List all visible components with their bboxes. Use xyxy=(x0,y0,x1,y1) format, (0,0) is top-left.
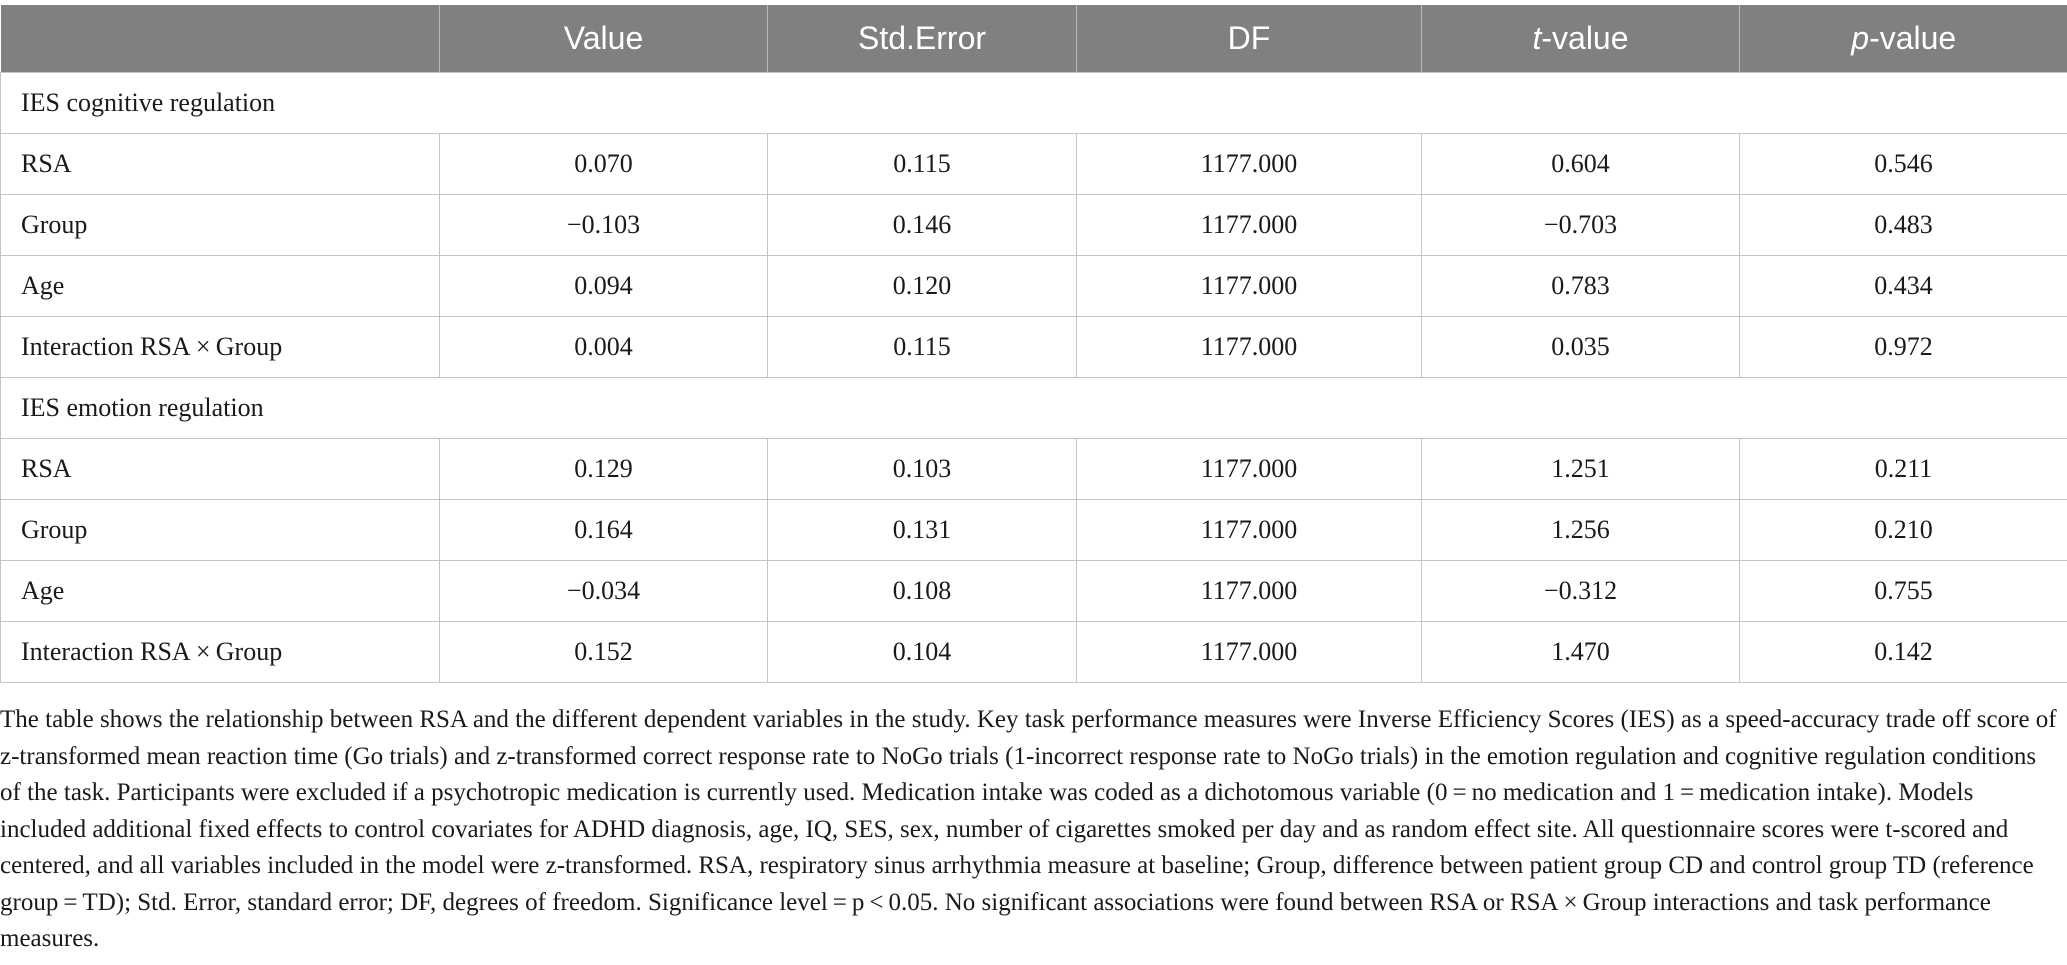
table-row xyxy=(1,561,2067,622)
cell-p-value: 0.972 xyxy=(1740,317,2067,378)
cell-value: −0.103 xyxy=(440,195,768,256)
table-footnote: The table shows the relationship between RSA and the different dependent variables in the study. Key task performance measures were Inverse Efficiency Scores (IES) as a speed-accuracy trade off score of z-transformed mean reaction time (Go trials) and z-transformed correct response rate to NoGo trials (1-incorrect response rate to NoGo trials) in the emotion regulation and cognitive regulation conditions of the task. Participants were excluded if a psychotropic medication is currently used. Medication intake was coded as a dichotomous variable (0 = no medication and 1 = medication intake). Models included additional fixed effects to control covariates for ADHD diagnosis, age, IQ, SES, sex, number of cigarettes smoked per day and as random effect site. All questionnaire scores were t-scored and centered, and all variables included in the model were z-transformed. RSA, respiratory sinus arrhythmia measure at baseline; Group, difference between patient group CD and control group TD (reference group = TD); Std. Error, standard error; DF, degrees of freedom. Significance level = p < 0.05. No significant associations were found between RSA or RSA × Group interactions and task performance measures. xyxy=(0,706,2057,952)
row-label: Age xyxy=(1,561,440,622)
table-row xyxy=(1,195,2067,256)
cell-std-error: 0.103 xyxy=(768,439,1077,500)
cell-std-error: 0.108 xyxy=(768,561,1077,622)
cell-p-value: 0.546 xyxy=(1740,134,2067,195)
table-row xyxy=(1,500,2067,561)
section-row-cognitive xyxy=(1,73,2067,134)
cell-std-error: 0.115 xyxy=(768,134,1077,195)
cell-std-error: 0.115 xyxy=(768,317,1077,378)
cell-p-value: 0.211 xyxy=(1740,439,2067,500)
cell-p-value: 0.483 xyxy=(1740,195,2067,256)
table-body xyxy=(1,73,2067,683)
cell-df: 1177.000 xyxy=(1077,439,1422,500)
cell-value: 0.070 xyxy=(440,134,768,195)
cell-t-value: 0.604 xyxy=(1422,134,1740,195)
cell-df: 1177.000 xyxy=(1077,317,1422,378)
cell-t-value: 1.251 xyxy=(1422,439,1740,500)
cell-p-value: 0.434 xyxy=(1740,256,2067,317)
header-row xyxy=(1,5,2067,73)
cell-value: 0.152 xyxy=(440,622,768,683)
table-row xyxy=(1,439,2067,500)
section-row-emotion xyxy=(1,378,2067,439)
cell-value: −0.034 xyxy=(440,561,768,622)
header-t-symbol: t xyxy=(1532,20,1542,56)
table-header xyxy=(1,5,2067,73)
header-value: Value xyxy=(440,5,768,73)
header-empty xyxy=(1,5,440,73)
cell-p-value: 0.755 xyxy=(1740,561,2067,622)
cell-p-value: 0.142 xyxy=(1740,622,2067,683)
results-table-wrapper xyxy=(0,5,2067,683)
header-df: DF xyxy=(1077,5,1422,73)
header-t-value xyxy=(1422,5,1740,73)
cell-t-value: −0.312 xyxy=(1422,561,1740,622)
cell-t-value: 1.256 xyxy=(1422,500,1740,561)
cell-df: 1177.000 xyxy=(1077,256,1422,317)
cell-t-value: −0.703 xyxy=(1422,195,1740,256)
cell-df: 1177.000 xyxy=(1077,500,1422,561)
row-label: Interaction RSA × Group xyxy=(1,622,440,683)
cell-df: 1177.000 xyxy=(1077,622,1422,683)
header-p-value xyxy=(1740,5,2067,73)
cell-df: 1177.000 xyxy=(1077,195,1422,256)
cell-df: 1177.000 xyxy=(1077,561,1422,622)
header-t-suffix: -value xyxy=(1541,20,1629,56)
cell-t-value: 0.035 xyxy=(1422,317,1740,378)
results-table xyxy=(0,5,2067,683)
row-label: Interaction RSA × Group xyxy=(1,317,440,378)
table-row xyxy=(1,256,2067,317)
header-p-suffix: -value xyxy=(1869,20,1957,56)
cell-std-error: 0.146 xyxy=(768,195,1077,256)
row-label: Group xyxy=(1,500,440,561)
header-p-symbol: p xyxy=(1851,20,1870,56)
cell-p-value: 0.210 xyxy=(1740,500,2067,561)
cell-t-value: 0.783 xyxy=(1422,256,1740,317)
cell-std-error: 0.131 xyxy=(768,500,1077,561)
table-row xyxy=(1,317,2067,378)
cell-std-error: 0.104 xyxy=(768,622,1077,683)
row-label: RSA xyxy=(1,439,440,500)
cell-df: 1177.000 xyxy=(1077,134,1422,195)
cell-value: 0.094 xyxy=(440,256,768,317)
header-std-error: Std.Error xyxy=(768,5,1077,73)
cell-std-error: 0.120 xyxy=(768,256,1077,317)
cell-value: 0.004 xyxy=(440,317,768,378)
row-label: Age xyxy=(1,256,440,317)
cell-value: 0.129 xyxy=(440,439,768,500)
cell-value: 0.164 xyxy=(440,500,768,561)
section-title: IES cognitive regulation xyxy=(1,73,2067,134)
section-title: IES emotion regulation xyxy=(1,378,2067,439)
table-row xyxy=(1,622,2067,683)
cell-t-value: 1.470 xyxy=(1422,622,1740,683)
table-row xyxy=(1,134,2067,195)
row-label: RSA xyxy=(1,134,440,195)
row-label: Group xyxy=(1,195,440,256)
